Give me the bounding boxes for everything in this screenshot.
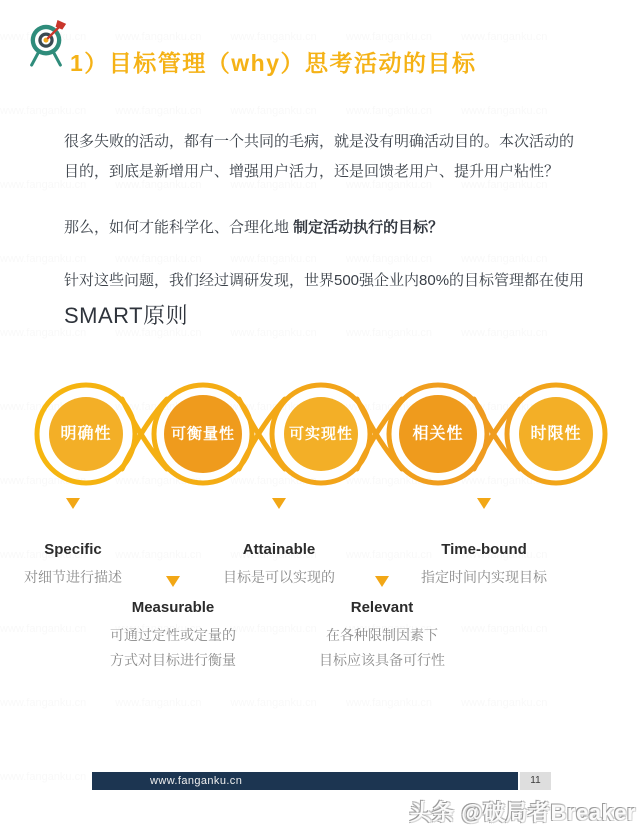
- page-title: 1）目标管理（why）思考活动的目标: [70, 50, 477, 77]
- smart-en-label: Relevant: [350, 599, 414, 616]
- smart-item-timebound: [421, 498, 547, 590]
- smart-principle-title: SMART原则: [64, 303, 189, 329]
- smart-zh-desc-line1: 在各种限制因素下: [326, 627, 438, 643]
- down-triangle-icon: [272, 498, 286, 509]
- page-number: 11: [520, 772, 551, 790]
- smart-en-label: Time-bound: [441, 541, 527, 558]
- paragraph-2-text: 那么，如何才能科学化、合理化地: [64, 219, 294, 236]
- intro-paragraph-1: 很多失败的活动，都有一个共同的毛病，就是没有明确活动目的。本次活动的目的，到底是新增用户、增强用户活力，还是回馈老用户、提升用户粘性？: [64, 133, 575, 180]
- smart-zh-desc-line2: 方式对目标进行衡量: [110, 652, 236, 668]
- smart-zh-desc: 对细节进行描述: [24, 569, 122, 585]
- paragraph-2-bold-text: 制定活动执行的目标？: [293, 219, 444, 236]
- smart-zh-desc: [110, 623, 236, 673]
- down-triangle-icon: [166, 576, 180, 587]
- smart-zh-desc: 目标是可以实现的: [223, 569, 335, 585]
- smart-zh-desc: [319, 623, 445, 673]
- smart-en-label: Attainable: [242, 541, 316, 558]
- platform-credit-watermark: 头条 @破局者Breaker: [409, 800, 636, 825]
- footer-bar: [92, 772, 518, 790]
- circle-label-timebound: 时限性: [530, 425, 582, 443]
- circle-label-relevant: 相关性: [412, 425, 464, 443]
- down-triangle-icon: [477, 498, 491, 509]
- circle-label-measurable: 可衡量性: [170, 425, 236, 443]
- smart-en-label: Specific: [44, 541, 102, 558]
- smart-item-measurable: [110, 576, 236, 673]
- intro-paragraph-3: 针对这些问题，我们经过调研发现，世界500强企业内80%的目标管理都在使用: [64, 272, 585, 289]
- smart-circle-chain-diagram: [0, 365, 640, 515]
- circle-label-specific: 明确性: [60, 425, 112, 443]
- smart-item-specific: [24, 498, 122, 590]
- smart-zh-desc-line1: 可通过定性或定量的: [110, 627, 236, 643]
- smart-zh-desc: 指定时间内实现目标: [421, 569, 547, 585]
- smart-en-label: Measurable: [131, 599, 215, 616]
- circle-label-attainable: 可实现性: [288, 425, 354, 443]
- smart-item-relevant: [319, 576, 445, 673]
- down-triangle-icon: [375, 576, 389, 587]
- smart-zh-desc-line2: 目标应该具备可行性: [319, 652, 445, 668]
- down-triangle-icon: [66, 498, 80, 509]
- footer-url: www.fanganku.cn: [150, 775, 243, 787]
- target-dartboard-icon: [23, 19, 69, 67]
- intro-paragraph-2: [64, 213, 443, 243]
